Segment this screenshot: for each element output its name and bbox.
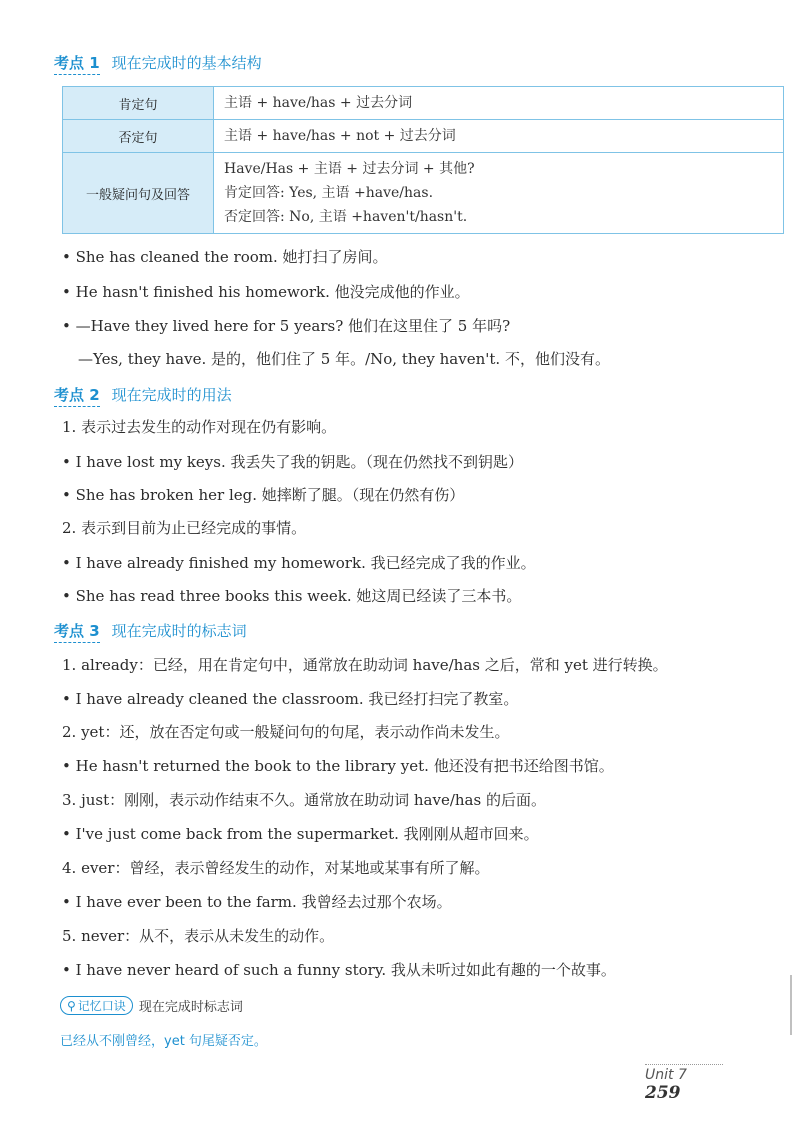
- example-line: • He hasn't finished his homework. 他没完成他的作业。: [62, 283, 470, 301]
- example-line: • I have ever been to the farm. 我曾经去过那个农场。: [62, 893, 452, 911]
- table-row: [63, 87, 784, 120]
- section-tag: 考点 2: [54, 384, 100, 407]
- row-line: Have/Has + 主语 + 过去分词 + 其他?: [224, 161, 475, 177]
- rule-line: 2. yet：还，放在否定句或一般疑问句的句尾，表示动作尚未发生。: [62, 723, 510, 741]
- page-footer: [645, 1064, 723, 1103]
- example-line: • She has cleaned the room. 她打扫了房间。: [62, 248, 388, 266]
- example-line: • I have never heard of such a funny story. 我从未听过如此有趣的一个故事。: [62, 961, 616, 979]
- example-line: • —Have they lived here for 5 years? 他们在这里住了 5 年吗?: [62, 317, 511, 335]
- example-line: • He hasn't returned the book to the library yet. 他还没有把书还给图书馆。: [62, 757, 614, 775]
- example-line: • I have already finished my homework. 我已经完成了我的作业。: [62, 554, 536, 572]
- unit-label: Unit 7: [645, 1067, 687, 1083]
- magnifier-icon: ⚲: [67, 998, 76, 1013]
- section-3-heading: [54, 620, 247, 643]
- section-1-heading: [54, 52, 262, 75]
- example-line: • I've just come back from the supermarket. 我刚刚从超市回来。: [62, 825, 539, 843]
- rule-line: 1. already：已经，用在肯定句中，通常放在助动词 have/has 之后，常和 yet 进行转换。: [62, 656, 668, 674]
- section-title: 现在完成时的用法: [111, 386, 232, 404]
- table-row: [63, 153, 784, 234]
- mnemonic-text: 已经从不刚曾经，yet 句尾疑否定。: [60, 1034, 267, 1049]
- note-title: 现在完成时标志词: [138, 1000, 243, 1015]
- row-header: 肯定句: [63, 87, 214, 120]
- example-line: • She has broken her leg. 她摔断了腿。（现在仍然有伤）: [62, 486, 465, 504]
- section-title: 现在完成时的标志词: [111, 622, 247, 640]
- rule-line: 5. never：从不，表示从未发生的动作。: [62, 927, 335, 945]
- row-content: 主语 + have/has + 过去分词: [214, 87, 784, 120]
- example-line: • She has read three books this week. 她这周已经读了三本书。: [62, 587, 522, 605]
- row-header: 一般疑问句及回答: [63, 153, 214, 234]
- rule-line: 1. 表示过去发生的动作对现在仍有影响。: [62, 418, 337, 436]
- example-line: —Yes, they have. 是的，他们住了 5 年。/No, they haven't. 不，他们没有。: [78, 350, 610, 368]
- rule-line: 4. ever：曾经，表示曾经发生的动作，对某地或某事有所了解。: [62, 859, 490, 877]
- section-title: 现在完成时的基本结构: [111, 54, 262, 72]
- row-line: 肯定回答: Yes, 主语 +have/has.: [224, 185, 434, 201]
- row-line: 否定回答: No, 主语 +haven't/hasn't.: [224, 209, 468, 225]
- page-number: 259: [645, 1083, 681, 1103]
- table-row: [63, 120, 784, 153]
- row-content: 主语 + have/has + not + 过去分词: [214, 120, 784, 153]
- example-line: • I have lost my keys. 我丢失了我的钥匙。（现在仍然找不到钥匙）: [62, 453, 523, 471]
- memory-note: [60, 996, 243, 1015]
- section-tag: 考点 3: [54, 620, 100, 643]
- row-content: [214, 153, 784, 234]
- pill-label: 记忆口诀: [77, 999, 126, 1013]
- page-edge-mark: [790, 975, 792, 1035]
- rule-line: 2. 表示到目前为止已经完成的事情。: [62, 519, 307, 537]
- row-header: 否定句: [63, 120, 214, 153]
- section-tag: 考点 1: [54, 52, 100, 75]
- rule-line: 3. just：刚刚，表示动作结束不久。通常放在助动词 have/has 的后面。: [62, 791, 546, 809]
- example-line: • I have already cleaned the classroom. 我已经打扫完了教室。: [62, 690, 519, 708]
- structure-table: [62, 86, 784, 234]
- section-2-heading: [54, 384, 232, 407]
- memory-pill: [60, 996, 133, 1015]
